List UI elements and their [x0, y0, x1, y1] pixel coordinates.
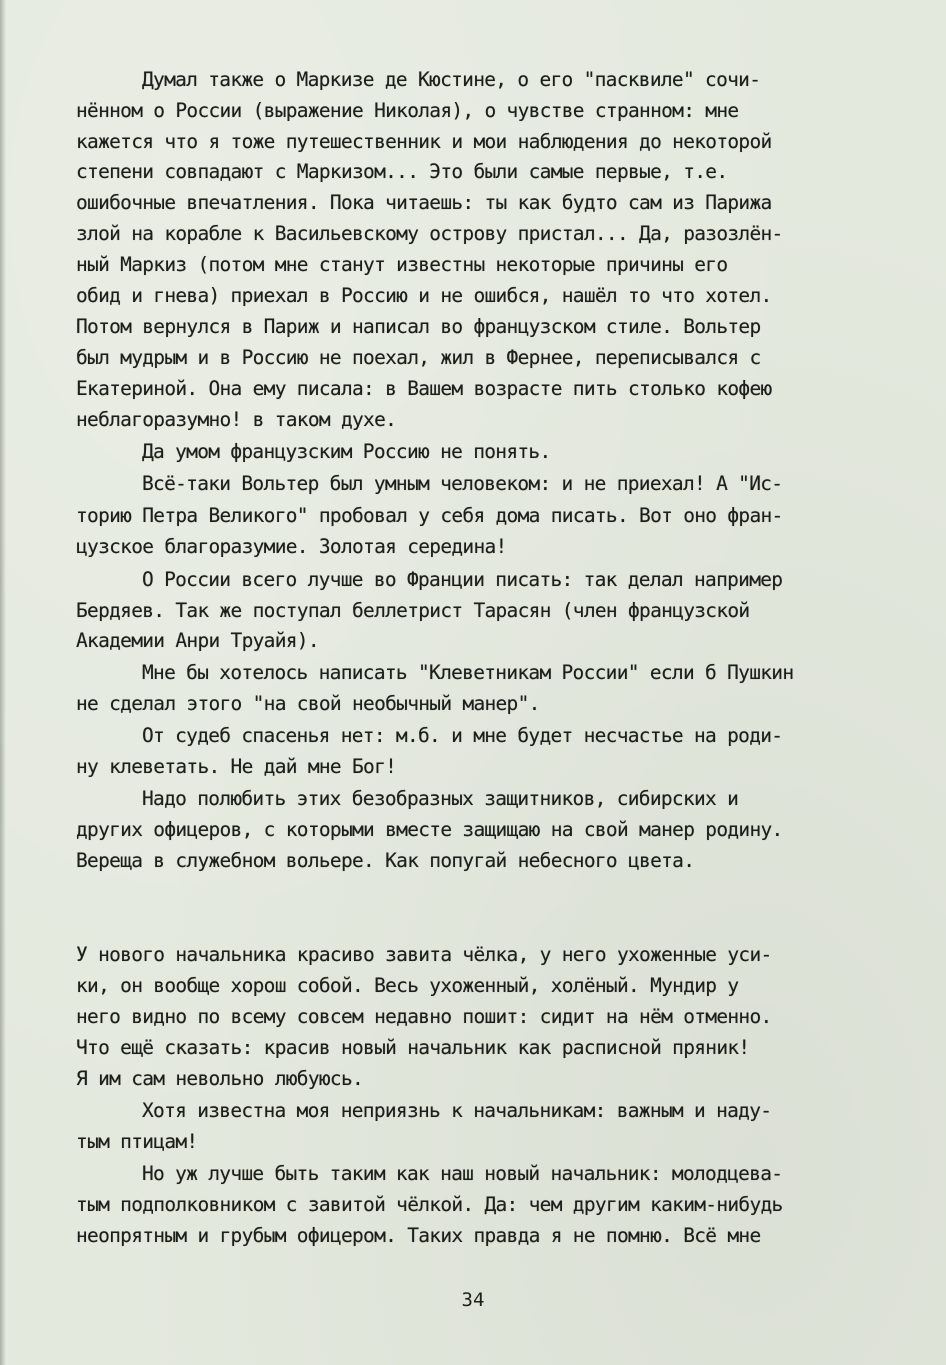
text-line: Я им сам невольно любуюсь. [76, 1067, 364, 1090]
text-line: неопрятным и грубым офицером. Таких правда я не помню. Всё мне [76, 1224, 761, 1247]
text-line: цузское благоразумие. Золотая середина! [76, 535, 507, 558]
text-line: торию Петра Великого" пробовал у себя дома писать. Вот оно фран- [76, 504, 783, 527]
text-line: тым птицам! [76, 1130, 198, 1153]
text-line: неблагоразумно! в таком духе. [76, 408, 397, 431]
text-line: тым подполковником с завитой чёлкой. Да: чем другим каким-нибудь [76, 1193, 783, 1216]
text-line: был мудрым и в Россию не поехал, жил в Фернее, переписывался с [76, 346, 761, 369]
page-edge-shadow [0, 0, 6, 1365]
text-line: других офицеров, с которыми вместе защищаю на свой манер родину. [76, 818, 783, 841]
text-line: ну клеветать. Не дай мне Бог! [76, 755, 397, 778]
text-line: Думал также о Маркизе де Кюстине, о его "пасквиле" сочи- [142, 68, 761, 91]
text-line: Да умом французским Россию не понять. [142, 440, 551, 463]
text-line: У нового начальника красиво завита чёлка, у него ухоженные уси- [76, 943, 772, 966]
text-line: Потом вернулся в Париж и написал во французском стиле. Вольтер [76, 315, 761, 338]
text-line: Что ещё сказать: красив новый начальник как расписной пряник! [76, 1036, 750, 1059]
page-number: 34 [461, 1289, 485, 1311]
text-line: ный Маркиз (потом мне станут известны некоторые причины его [76, 253, 728, 276]
text-line: нённом о России (выражение Николая), о чувстве странном: мне [76, 99, 739, 122]
text-line: Но уж лучше быть таким как наш новый начальник: молодцева- [142, 1162, 783, 1185]
text-line: кажется что я тоже путешественник и мои наблюдения до некоторой [76, 130, 772, 153]
text-line: Вереща в служебном вольере. Как попугай небесного цвета. [76, 849, 695, 872]
text-line: степени совпадают с Маркизом... Это были самые первые, т.е. [76, 160, 728, 183]
text-line: злой на корабле к Васильевскому острову пристал... Да, разозлён- [76, 222, 783, 245]
text-line: Екатериной. Она ему писала: в Вашем возрасте пить столько кофею [76, 377, 772, 400]
text-line: не сделал этого "на свой необычный манер". [76, 692, 540, 715]
text-line: О России всего лучше во Франции писать: так делал например [142, 568, 783, 591]
text-line: обид и гнева) приехал в Россию и не ошибся, нашёл то что хотел. [76, 284, 772, 307]
text-line: ошибочные впечатления. Пока читаешь: ты как будто сам из Парижа [76, 191, 772, 214]
text-line: Мне бы хотелось написать "Клеветникам России" если б Пушкин [142, 661, 794, 684]
text-line: Надо полюбить этих безобразных защитников, сибирских и [142, 787, 739, 810]
text-line: Бердяев. Так же поступал беллетрист Тарасян (член французской [76, 599, 750, 622]
text-line: От судеб спасенья нет: м.б. и мне будет несчастье на роди- [142, 724, 783, 747]
text-line: Хотя известна моя неприязнь к начальникам: важным и наду- [142, 1099, 772, 1122]
text-line: него видно по всему совсем недавно пошит: сидит на нём отменно. [76, 1005, 772, 1028]
text-line: Всё-таки Вольтер был умным человеком: и не приехал! А "Ис- [142, 472, 783, 495]
text-line: Академии Анри Труайя). [76, 629, 319, 652]
text-line: ки, он вообще хорош собой. Весь ухоженный, холёный. Мундир у [76, 974, 739, 997]
